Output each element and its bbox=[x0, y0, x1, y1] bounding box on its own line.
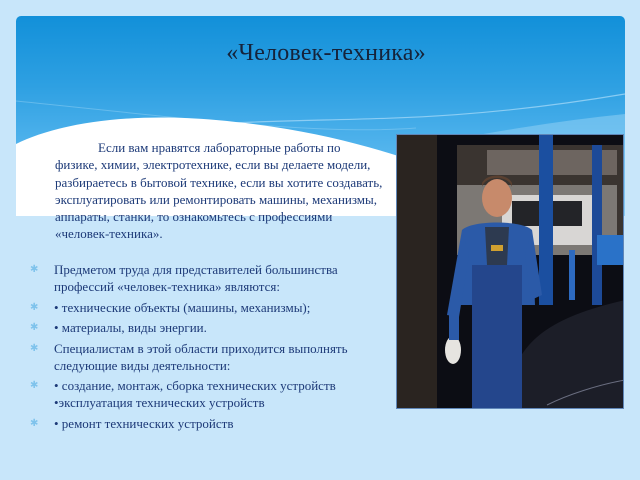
list-item-text: Предметом труда для представителей большинства профессий «человек-техника» являются: bbox=[54, 262, 338, 294]
star-bullet-icon: ✱ bbox=[30, 342, 39, 354]
list-item-text: • создание, монтаж, сборка технических устройств •эксплуатация технических устройств bbox=[54, 378, 336, 410]
list-item bbox=[30, 261, 380, 295]
list-item bbox=[30, 319, 380, 336]
mechanic-photo bbox=[396, 134, 624, 409]
list-item bbox=[30, 377, 380, 411]
slide-title: «Человек-техника» bbox=[226, 40, 426, 66]
photo-image-icon bbox=[397, 135, 624, 409]
star-bullet-icon: ✱ bbox=[30, 264, 39, 275]
star-bullet-icon: ✱ bbox=[30, 322, 39, 333]
list-item-text: • ремонт технических устройств bbox=[54, 415, 234, 431]
star-bullet-icon: ✱ bbox=[30, 301, 39, 313]
list-item-text: • материалы, виды энергии. bbox=[54, 320, 207, 335]
list-item bbox=[30, 415, 380, 432]
star-bullet-icon: ✱ bbox=[30, 380, 39, 391]
list-item-text: Специалистам в этой области приходится выполнять следующие виды деятельности: bbox=[54, 340, 348, 373]
intro-paragraph: Если вам нравятся лабораторные работы по физике, химии, электротехнике, если вы делаете модели, разбираетесь в бытовой технике, если вы хотите создавать, эксплуатировать или ремонтировать машины, механизмы, аппараты, станки, то ознакомьтесь с профессиями «человек-техника». bbox=[55, 140, 383, 242]
list-item bbox=[30, 340, 380, 374]
list-item-text: • технические объекты (машины, механизмы); bbox=[54, 299, 311, 315]
star-bullet-icon: ✱ bbox=[30, 417, 39, 429]
list-item bbox=[30, 299, 380, 316]
bullet-list bbox=[30, 261, 380, 435]
